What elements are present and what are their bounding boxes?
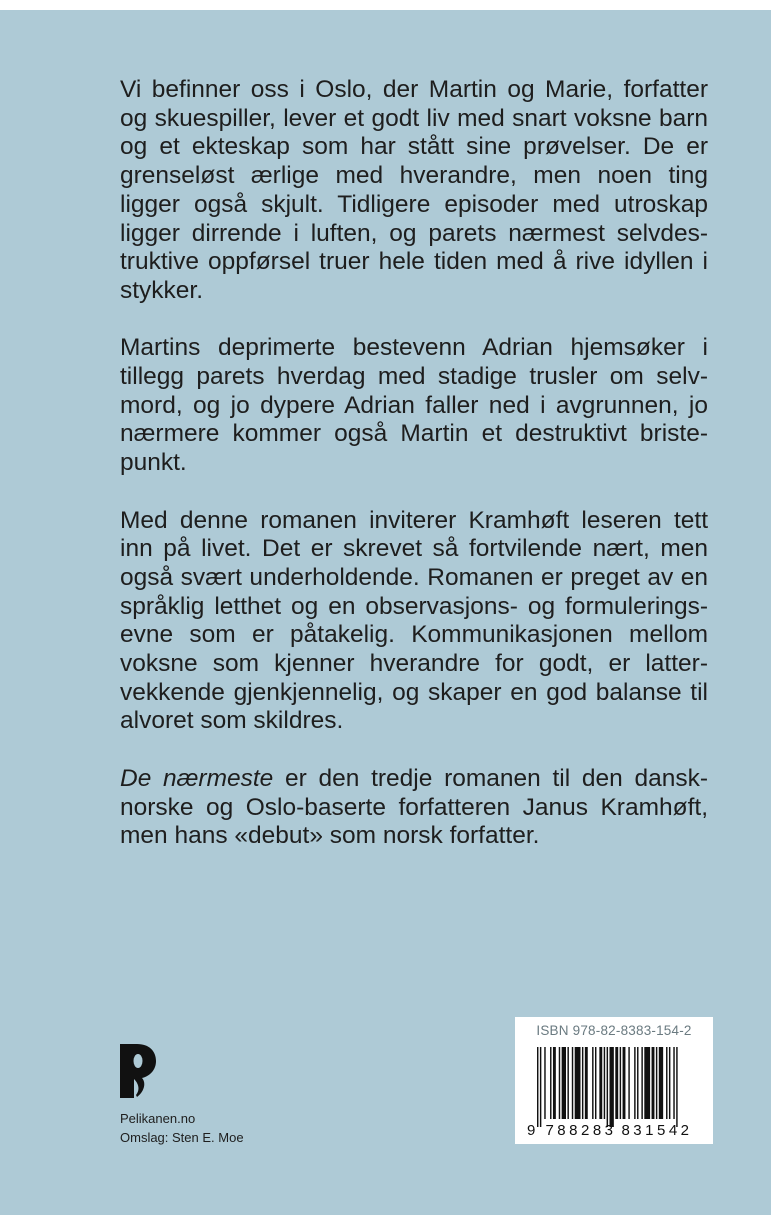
barcode-bar	[676, 1047, 677, 1127]
barcode-bar	[634, 1047, 635, 1119]
barcode-bar	[567, 1047, 568, 1119]
barcode-bar	[615, 1047, 618, 1119]
publisher-website: Pelikanen.no	[120, 1111, 196, 1126]
barcode-bar	[623, 1047, 626, 1119]
blurb-paragraph-3: Med denne romanen inviterer Kramhøft leseren tett inn på livet. Det er skrevet så fortvilende nært, men også svært underholdende. Romanen er preget av en språklig letthet og en observasjons- og formuleringsevne som er påtakelig. Kommunikasjonen mellom voksne som kjenner hverandre for godt, er lattervekkende gjenkjennelig, og skaper en god balanse til alvoret som skildres.	[120, 506, 708, 735]
barcode-bars	[525, 1047, 703, 1137]
blurb-paragraph-4-text: er den tredje romanen til den dansk-norske og Oslo-baserte forfatteren Janus Kramhøft, men hans «debut» som norsk forfatter.	[120, 764, 708, 850]
blurb-paragraph-1: Vi befinner oss i Oslo, der Martin og Marie, forfatter og skuespiller, lever et godt liv med snart voksne barn og et ekteskap som har stått sine prøvelser. De er grenseløst ærlige med hverandre, men noen ting ligger også skjult. Tidligere episoder med utroskap ligger dirrende i luften, og parets nærmest selvdestruktive oppførsel truer hele tiden med å rive idyllen i stykker.	[120, 76, 708, 304]
blurb-paragraph-2: Martins deprimerte bestevenn Adrian hjemsøker i tillegg parets hverdag med stadige trusler om selvmord, og jo dypere Adrian faller ned i avgrunnen, jo nærmere kommer også Martin et destruktivt bristepunkt.	[120, 334, 708, 477]
barcode-bar	[553, 1047, 556, 1119]
barcode-bar	[562, 1047, 566, 1119]
back-cover	[0, 10, 771, 1215]
blurb-text	[120, 76, 708, 880]
barcode-bar	[666, 1047, 667, 1119]
blurb-paragraph-4	[120, 765, 708, 851]
barcode-bar	[673, 1047, 674, 1119]
barcode-bar	[572, 1047, 573, 1119]
barcode-digits-group-1: 788283	[545, 1122, 617, 1137]
barcode-bar	[628, 1047, 629, 1119]
barcode-bar	[669, 1047, 670, 1119]
barcode-bar	[537, 1047, 538, 1127]
barcode-bar	[592, 1047, 593, 1119]
book-title: De nærmeste	[120, 764, 274, 792]
pelikanen-logo-icon	[120, 1044, 156, 1098]
barcode-bar	[659, 1047, 663, 1119]
barcode-bar	[641, 1047, 642, 1119]
barcode-bar	[644, 1047, 650, 1119]
barcode-bar	[550, 1047, 551, 1119]
barcode-bar	[595, 1047, 596, 1119]
barcode-bar	[610, 1047, 614, 1127]
publisher-info	[120, 1110, 244, 1147]
barcode-bar	[607, 1047, 608, 1127]
barcode-bar	[559, 1047, 560, 1119]
barcode-bar	[620, 1047, 621, 1119]
barcode-bar	[540, 1047, 541, 1127]
isbn-barcode	[515, 1017, 713, 1144]
barcode-bar	[575, 1047, 581, 1119]
barcode-bar	[604, 1047, 605, 1119]
cover-credit: Omslag: Sten E. Moe	[120, 1129, 244, 1145]
barcode-bar	[652, 1047, 655, 1119]
barcode-bar	[582, 1047, 583, 1119]
barcode-bar	[656, 1047, 657, 1119]
barcode-bar	[599, 1047, 602, 1119]
barcode-bar	[585, 1047, 588, 1119]
isbn-label: ISBN 978-82-8383-154-2	[536, 1023, 692, 1038]
barcode-bar	[637, 1047, 638, 1119]
barcode-digit-first: 9	[527, 1122, 536, 1137]
barcode-bar	[544, 1047, 545, 1119]
barcode-digits-group-2: 831542	[621, 1122, 693, 1137]
